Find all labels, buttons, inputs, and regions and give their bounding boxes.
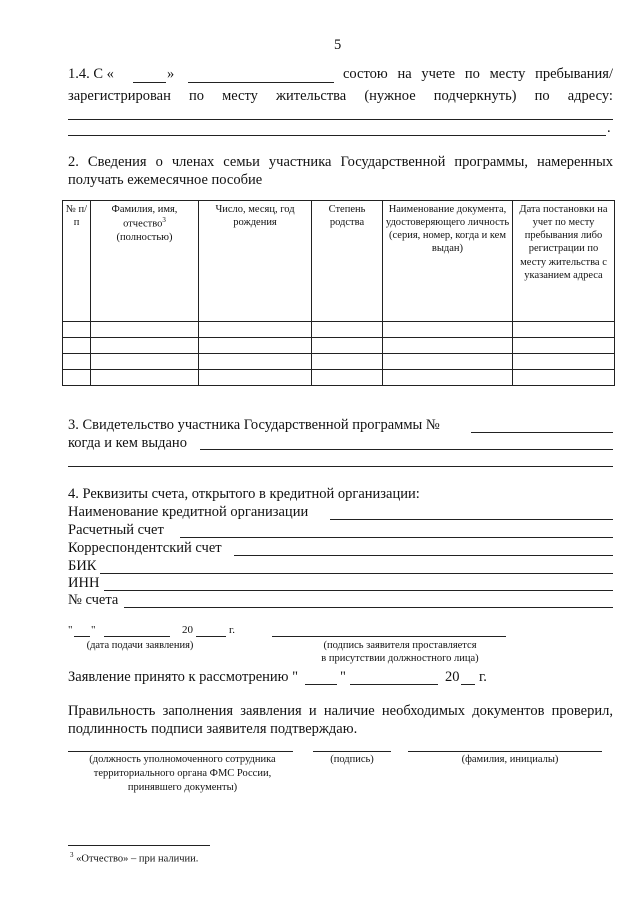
table-cell[interactable] bbox=[91, 370, 199, 386]
table-cell[interactable] bbox=[91, 322, 199, 338]
col-birthdate-header: Число, месяц, год рождения bbox=[199, 201, 312, 322]
officer-name-line[interactable] bbox=[408, 751, 602, 752]
col-fullname-text: Фамилия, имя, отчество bbox=[111, 204, 178, 230]
s14-word: подчеркнуть) bbox=[433, 88, 517, 104]
officer-name-caption: (фамилия, инициалы) bbox=[461, 754, 559, 765]
s4-title: 4. Реквизиты счета, открытого в кредитной организации: bbox=[68, 486, 420, 502]
s4-field-bik: БИК bbox=[68, 558, 97, 574]
accepted-year-blank[interactable] bbox=[461, 684, 475, 685]
s3-issued-blank[interactable] bbox=[200, 449, 613, 450]
bank-name-input[interactable] bbox=[330, 519, 613, 520]
s14-word: месту bbox=[222, 88, 258, 104]
footnote-mark: 3 bbox=[70, 851, 74, 859]
s2-title-line2: получать ежемесячное пособие bbox=[68, 172, 263, 188]
table-cell[interactable] bbox=[383, 322, 513, 338]
table-header-row bbox=[63, 201, 615, 322]
officer-position-caption-3: принявшего документы) bbox=[127, 782, 238, 793]
s14-prefix: 1.4. С « bbox=[68, 66, 114, 82]
s3-extra-line[interactable] bbox=[68, 466, 613, 467]
s4-field-inn: ИНН bbox=[68, 575, 100, 591]
s3-line1: 3. Свидетельство участника Государственной программы № bbox=[68, 417, 440, 433]
settlement-account-input[interactable] bbox=[180, 537, 613, 538]
col-document-header: Наименование документа, удостоверяющего личность (серия, номер, когда и кем выдан) bbox=[383, 201, 513, 322]
col-number-header: № п/п bbox=[63, 201, 91, 322]
officer-signature-caption: (подпись) bbox=[330, 754, 374, 765]
table-cell[interactable] bbox=[63, 338, 91, 354]
table-cell[interactable] bbox=[199, 322, 312, 338]
date-caption: (дата подачи заявления) bbox=[86, 640, 194, 651]
s2-title-line1: 2. Сведения о членах семьи участника Государственной программы, намеренных bbox=[68, 154, 613, 170]
s4-field-account-number: № счета bbox=[68, 592, 119, 608]
applicant-signature-line[interactable] bbox=[272, 636, 506, 637]
table-cell[interactable] bbox=[199, 354, 312, 370]
footnote-separator bbox=[68, 845, 210, 846]
s14-line1-text: состою на учете по месту пребывания/ bbox=[343, 66, 613, 82]
footnote bbox=[70, 851, 198, 865]
officer-signature-line[interactable] bbox=[313, 751, 391, 752]
date-month-blank[interactable] bbox=[104, 636, 170, 637]
table-row[interactable] bbox=[63, 338, 615, 354]
accepted-close-quote: " bbox=[340, 669, 346, 685]
col-relation-header: Степень родства bbox=[312, 201, 383, 322]
officer-position-caption-2: территориального органа ФМС России, bbox=[93, 768, 272, 779]
footnote-ref: 3 bbox=[162, 216, 166, 225]
table-cell[interactable] bbox=[199, 370, 312, 386]
s14-address-line-2[interactable] bbox=[68, 135, 606, 136]
table-cell[interactable] bbox=[383, 370, 513, 386]
table-cell[interactable] bbox=[383, 354, 513, 370]
accepted-month-blank[interactable] bbox=[350, 684, 438, 685]
s14-word: по bbox=[534, 88, 550, 104]
verified-line1: Правильность заполнения заявления и наличие необходимых документов проверил, bbox=[68, 703, 613, 719]
date-day-blank[interactable] bbox=[74, 636, 90, 637]
date-year-blank[interactable] bbox=[196, 636, 226, 637]
account-number-input[interactable] bbox=[124, 607, 613, 608]
table-cell[interactable] bbox=[513, 338, 615, 354]
table-row[interactable] bbox=[63, 370, 615, 386]
s14-word: (нужное bbox=[364, 88, 416, 104]
s3-certificate-number-blank[interactable] bbox=[471, 432, 613, 433]
table-cell[interactable] bbox=[91, 354, 199, 370]
s14-end-dot: . bbox=[607, 120, 611, 136]
table-cell[interactable] bbox=[312, 370, 383, 386]
family-members-table bbox=[62, 200, 615, 386]
col-fullname-header bbox=[91, 201, 199, 322]
table-cell[interactable] bbox=[199, 338, 312, 354]
accepted-text: Заявление принято к рассмотрению " bbox=[68, 669, 299, 685]
date-year-prefix: 20 bbox=[182, 624, 193, 636]
s3-line2: когда и кем выдано bbox=[68, 435, 187, 451]
date-quote-open: " bbox=[68, 624, 73, 636]
officer-position-caption-1: (должность уполномоченного сотрудника bbox=[89, 754, 276, 765]
footnote-text: «Отчество» – при наличии. bbox=[76, 853, 199, 865]
table-cell[interactable] bbox=[312, 322, 383, 338]
s14-word: по bbox=[188, 88, 204, 104]
s14-word: зарегистрирован bbox=[68, 88, 171, 104]
table-cell[interactable] bbox=[513, 370, 615, 386]
s4-field-settlement-account: Расчетный счет bbox=[68, 522, 164, 538]
s4-field-bank-name: Наименование кредитной организации bbox=[68, 504, 309, 520]
corr-account-input[interactable] bbox=[234, 555, 613, 556]
table-cell[interactable] bbox=[383, 338, 513, 354]
table-cell[interactable] bbox=[91, 338, 199, 354]
s14-address-line-1[interactable] bbox=[68, 119, 613, 120]
table-cell[interactable] bbox=[63, 370, 91, 386]
table-cell[interactable] bbox=[312, 338, 383, 354]
date-year-suffix: г. bbox=[229, 624, 236, 636]
s14-day-blank[interactable] bbox=[133, 82, 166, 83]
s14-word: жительства bbox=[275, 88, 347, 104]
table-cell[interactable] bbox=[63, 354, 91, 370]
inn-input[interactable] bbox=[104, 590, 613, 591]
table-cell[interactable] bbox=[312, 354, 383, 370]
table-cell[interactable] bbox=[513, 354, 615, 370]
page-number: 5 bbox=[334, 37, 342, 53]
accepted-year-prefix: 20 bbox=[445, 669, 460, 685]
applicant-signature-caption-1: (подпись заявителя проставляется bbox=[323, 640, 477, 651]
s14-month-blank[interactable] bbox=[188, 82, 334, 83]
s14-line2 bbox=[68, 88, 613, 105]
table-row[interactable] bbox=[63, 354, 615, 370]
applicant-signature-caption-2: в присутствии должностного лица) bbox=[321, 653, 479, 664]
table-cell[interactable] bbox=[63, 322, 91, 338]
table-row[interactable] bbox=[63, 322, 615, 338]
s14-suffix: » bbox=[167, 66, 175, 82]
s14-word: адресу: bbox=[567, 88, 613, 104]
col-registration-header: Дата постановки на учет по месту пребывания либо регистрации по месту жительства с указанием адреса bbox=[513, 201, 615, 322]
accepted-year-suffix: г. bbox=[479, 669, 487, 685]
verified-line2: подлинность подписи заявителя подтверждаю. bbox=[68, 721, 358, 737]
bik-input[interactable] bbox=[100, 573, 613, 574]
date-quote-close: " bbox=[91, 624, 96, 636]
s4-field-corr-account: Корреспондентский счет bbox=[68, 540, 222, 556]
col-fullname-sub: (полностью) bbox=[116, 231, 173, 243]
table-cell[interactable] bbox=[513, 322, 615, 338]
accepted-day-blank[interactable] bbox=[305, 684, 337, 685]
officer-position-line[interactable] bbox=[68, 751, 293, 752]
